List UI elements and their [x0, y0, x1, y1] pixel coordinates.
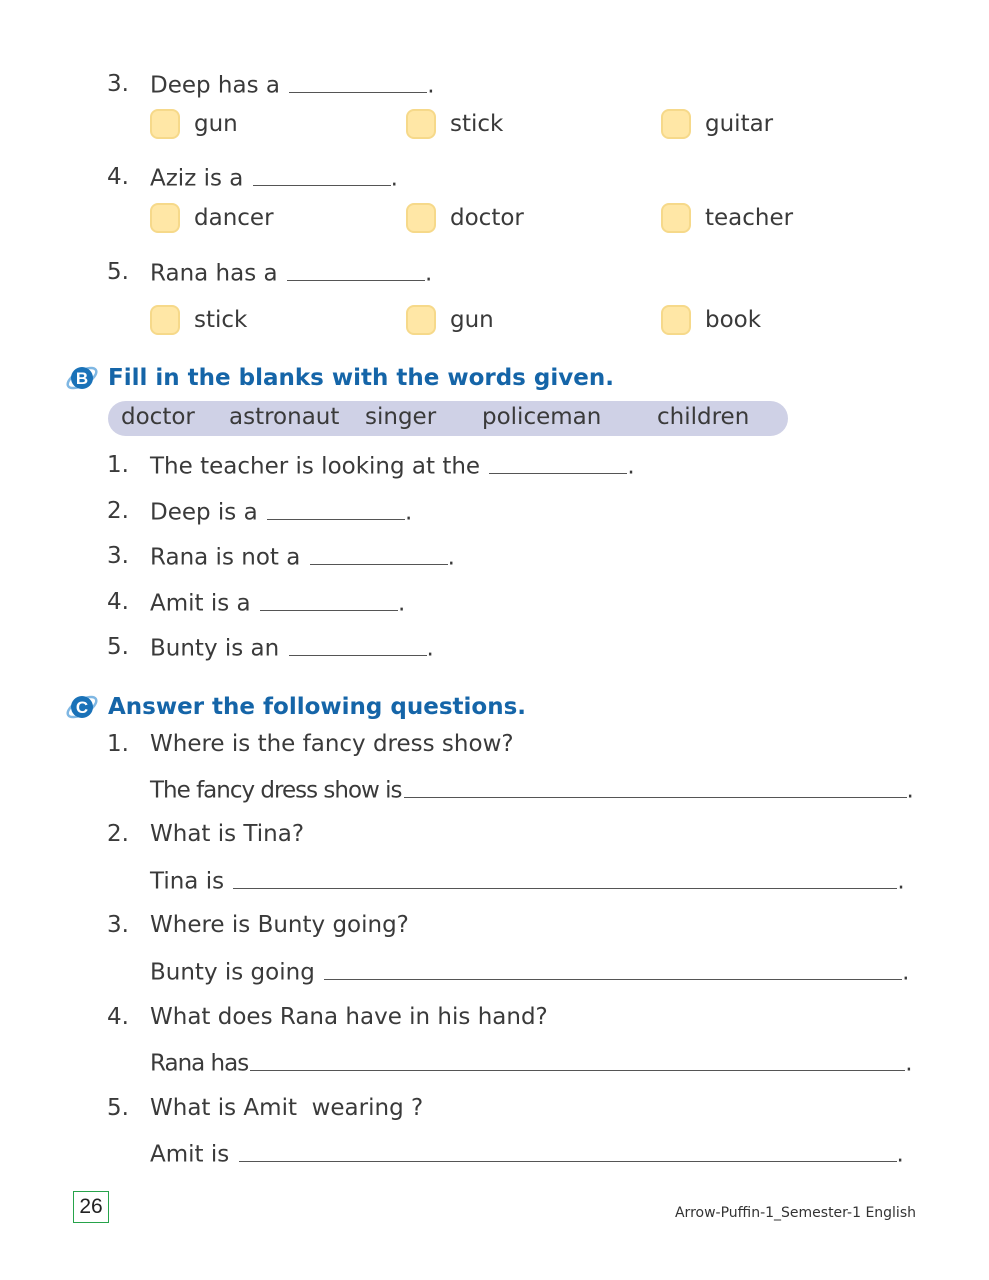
option[interactable]	[150, 203, 274, 233]
item-number: 1.	[107, 452, 129, 478]
period: .	[897, 868, 905, 895]
question-text	[150, 452, 635, 480]
option[interactable]	[150, 305, 247, 335]
answer-stem: Bunty is going	[150, 959, 315, 986]
option-label: dancer	[194, 205, 274, 231]
word-bank-word: doctor	[121, 404, 195, 430]
answer-line	[150, 1140, 904, 1168]
checkbox[interactable]	[661, 305, 691, 335]
question-stem: Deep is a	[150, 499, 258, 526]
option-label: stick	[450, 111, 504, 137]
answer-blank[interactable]	[404, 776, 907, 798]
answer-line	[150, 1049, 912, 1077]
question-text: What is Tina?	[150, 821, 305, 847]
option-label: book	[705, 307, 762, 333]
answer-stem: The fancy dress show is	[150, 777, 402, 804]
answer-blank[interactable]	[289, 634, 427, 656]
section-badge-icon	[64, 691, 100, 723]
question-stem: Deep has a	[150, 72, 280, 99]
item-number: 3.	[107, 912, 129, 938]
question-stem: Aziz is a	[150, 165, 244, 192]
item-number: 1.	[107, 731, 129, 757]
answer-line	[150, 958, 909, 986]
option[interactable]	[406, 305, 494, 335]
answer-blank[interactable]	[324, 958, 902, 980]
section-title: Fill in the blanks with the words given.	[108, 365, 614, 391]
checkbox[interactable]	[150, 203, 180, 233]
option-label: gun	[194, 111, 238, 137]
period: .	[426, 635, 434, 662]
question-text	[150, 164, 398, 192]
period: .	[447, 544, 455, 571]
answer-blank[interactable]	[289, 71, 427, 93]
checkbox[interactable]	[406, 305, 436, 335]
answer-blank[interactable]	[250, 1049, 905, 1071]
answer-line	[150, 867, 905, 895]
word-bank	[108, 401, 788, 436]
question-text	[150, 589, 405, 617]
word-bank-word: children	[657, 404, 750, 430]
answer-stem: Amit is	[150, 1141, 230, 1168]
question-stem: Rana is not a	[150, 544, 301, 571]
section-badge-letter: B	[75, 369, 89, 388]
answer-line	[150, 776, 913, 804]
section-badge-icon	[64, 362, 100, 394]
item-number: 2.	[107, 498, 129, 524]
section-badge-letter: C	[75, 698, 89, 717]
section-c-heading	[64, 691, 526, 723]
option[interactable]	[406, 109, 503, 139]
item-number: 2.	[107, 821, 129, 847]
period: .	[397, 590, 406, 617]
option[interactable]	[661, 305, 761, 335]
question-text: What is Amit wearing ?	[150, 1095, 424, 1121]
answer-blank[interactable]	[267, 498, 405, 520]
question-text: Where is the fancy dress show?	[150, 731, 514, 757]
answer-blank[interactable]	[287, 259, 425, 281]
question-text	[150, 498, 412, 526]
period: .	[896, 1141, 904, 1168]
section-b-heading	[64, 362, 614, 394]
answer-stem: Rana has	[150, 1050, 249, 1077]
option[interactable]	[661, 109, 773, 139]
item-number: 4.	[107, 589, 129, 615]
answer-blank[interactable]	[233, 867, 897, 889]
answer-blank[interactable]	[253, 164, 391, 186]
question-text: What does Rana have in his hand?	[150, 1004, 548, 1030]
answer-blank[interactable]	[310, 543, 448, 565]
period: .	[902, 959, 910, 986]
checkbox[interactable]	[406, 203, 436, 233]
period: .	[627, 453, 635, 480]
question-stem: The teacher is looking at the	[150, 453, 481, 480]
option[interactable]	[406, 203, 524, 233]
option-label: doctor	[450, 205, 524, 231]
period: .	[906, 777, 913, 804]
option[interactable]	[150, 109, 238, 139]
option-label: gun	[450, 307, 494, 333]
item-number: 5.	[107, 259, 129, 285]
checkbox[interactable]	[150, 109, 180, 139]
option-label: guitar	[705, 111, 774, 137]
word-bank-word: astronaut	[229, 404, 340, 430]
item-number: 4.	[107, 164, 129, 190]
item-number: 3.	[107, 71, 129, 97]
question-stem: Amit is a	[150, 590, 251, 617]
question-text	[150, 71, 435, 99]
book-title-footer: Arrow-Puffin-1_Semester-1 English	[674, 1205, 916, 1221]
question-text	[150, 543, 455, 571]
answer-blank[interactable]	[489, 452, 627, 474]
item-number: 5.	[107, 634, 129, 660]
period: .	[405, 499, 413, 526]
option-label: stick	[194, 307, 248, 333]
question-text	[150, 259, 432, 287]
answer-blank[interactable]	[260, 589, 398, 611]
checkbox[interactable]	[150, 305, 180, 335]
answer-stem: Tina is	[150, 868, 225, 895]
item-number: 3.	[107, 543, 129, 569]
checkbox[interactable]	[661, 203, 691, 233]
question-text: Where is Bunty going?	[150, 912, 409, 938]
option[interactable]	[661, 203, 793, 233]
question-stem: Rana has a	[150, 260, 278, 287]
checkbox[interactable]	[406, 109, 436, 139]
period: .	[390, 165, 398, 192]
word-bank-word: policeman	[482, 404, 602, 430]
word-bank-word: singer	[365, 404, 437, 430]
checkbox[interactable]	[661, 109, 691, 139]
question-stem: Bunty is an	[150, 635, 280, 662]
period: .	[424, 260, 433, 287]
item-number: 5.	[107, 1095, 129, 1121]
period: .	[427, 72, 435, 99]
item-number: 4.	[107, 1004, 129, 1030]
question-text	[150, 634, 434, 662]
period: .	[905, 1050, 912, 1077]
option-label: teacher	[705, 205, 794, 231]
section-title: Answer the following questions.	[108, 694, 526, 720]
answer-blank[interactable]	[239, 1140, 897, 1162]
page-number: 26	[73, 1191, 109, 1223]
